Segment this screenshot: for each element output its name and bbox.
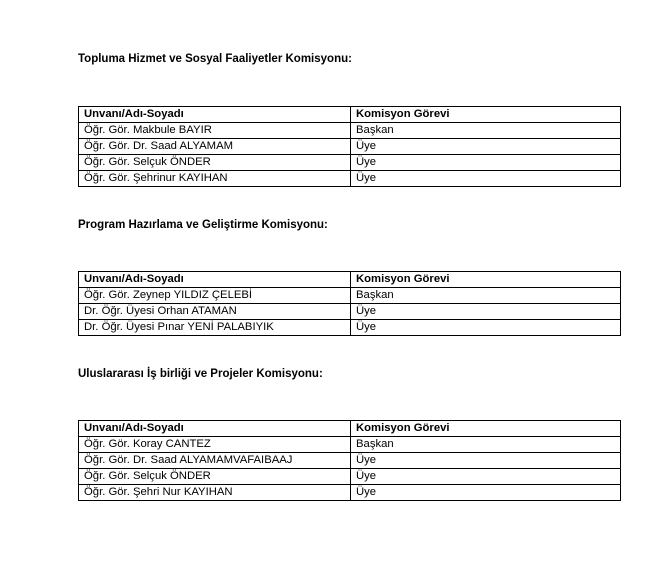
member-name: Dr. Öğr. Üyesi Orhan ATAMAN [79,304,351,320]
member-role: Üye [351,139,621,155]
section-title-program-development: Program Hazırlama ve Geliştirme Komisyonu: [78,219,328,231]
table-header-row [79,421,621,437]
table-row [79,320,621,336]
table-header-row [79,272,621,288]
member-role: Üye [351,320,621,336]
committee-table-international-cooperation [78,420,621,501]
member-name: Öğr. Gör. Koray CANTEZ [79,437,351,453]
column-header-role: Komisyon Görevi [351,421,621,437]
column-header-name: Unvanı/Adı-Soyadı [79,107,351,123]
member-name: Öğr. Gör. Şehri Nur KAYIHAN [79,485,351,501]
table-row [79,453,621,469]
committee-table-program-development [78,271,621,336]
table-row [79,288,621,304]
member-role: Başkan [351,123,621,139]
member-name: Öğr. Gör. Zeynep YILDIZ ÇELEBİ [79,288,351,304]
member-name: Öğr. Gör. Selçuk ÖNDER [79,469,351,485]
table-row [79,469,621,485]
member-role: Üye [351,453,621,469]
member-role: Üye [351,469,621,485]
column-header-name: Unvanı/Adı-Soyadı [79,272,351,288]
table-row [79,155,621,171]
member-name: Öğr. Gör. Selçuk ÖNDER [79,155,351,171]
table-row [79,123,621,139]
member-name: Öğr. Gör. Makbule BAYIR [79,123,351,139]
column-header-name: Unvanı/Adı-Soyadı [79,421,351,437]
member-name: Öğr. Gör. Dr. Saad ALYAMAMVAFAIBAAJ [79,453,351,469]
member-role: Başkan [351,288,621,304]
table-row [79,437,621,453]
column-header-role: Komisyon Görevi [351,107,621,123]
column-header-role: Komisyon Görevi [351,272,621,288]
member-role: Üye [351,155,621,171]
table-row [79,304,621,320]
member-name: Dr. Öğr. Üyesi Pınar YENİ PALABIYIK [79,320,351,336]
table-row [79,485,621,501]
table-header-row [79,107,621,123]
member-role: Başkan [351,437,621,453]
member-role: Üye [351,171,621,187]
section-title-international-cooperation: Uluslararası İş birliği ve Projeler Komisyonu: [78,368,323,380]
table-row [79,171,621,187]
member-role: Üye [351,485,621,501]
member-role: Üye [351,304,621,320]
table-row [79,139,621,155]
member-name: Öğr. Gör. Şehrinur KAYIHAN [79,171,351,187]
member-name: Öğr. Gör. Dr. Saad ALYAMAM [79,139,351,155]
section-title-community-service: Topluma Hizmet ve Sosyal Faaliyetler Komisyonu: [78,53,352,65]
committee-table-community-service [78,106,621,187]
